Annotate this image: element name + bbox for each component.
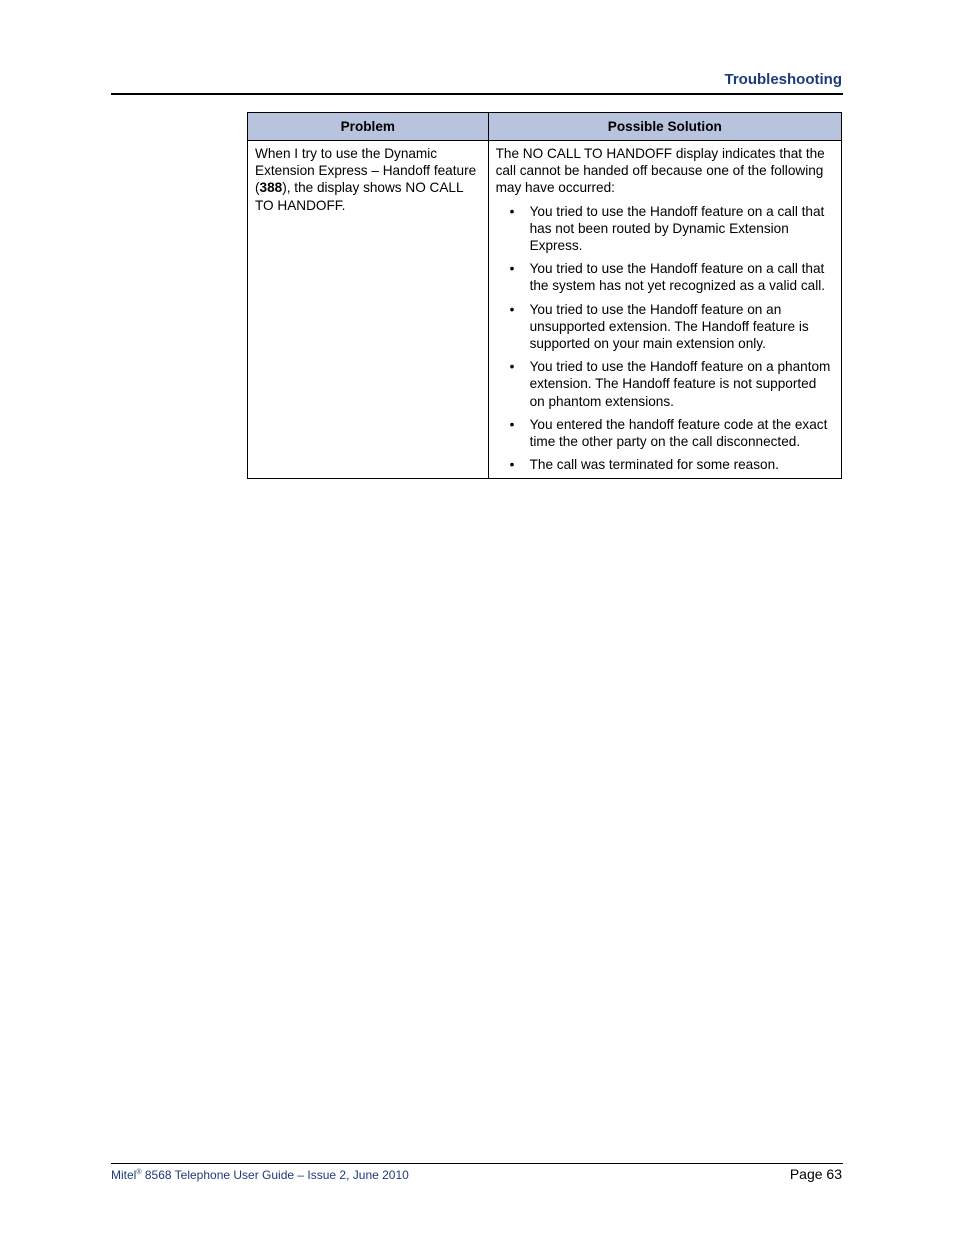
bullet-icon: • xyxy=(509,359,515,375)
section-title: Troubleshooting xyxy=(724,71,842,88)
list-item xyxy=(496,301,835,353)
registered-mark: ® xyxy=(136,1169,142,1176)
bullet-icon: • xyxy=(509,261,515,277)
header-divider xyxy=(111,93,843,95)
table-row xyxy=(248,141,842,479)
problem-cell xyxy=(248,141,489,479)
footer-divider xyxy=(111,1163,843,1164)
footer-guide-title xyxy=(111,1168,409,1182)
bullet-icon: • xyxy=(509,301,515,317)
list-item-text: The call was terminated for some reason. xyxy=(529,457,779,473)
list-item-text: You tried to use the Handoff feature on a phantom extension. The Handoff feature is not supported on phantom extensions. xyxy=(529,359,831,409)
list-item-text: You tried to use the Handoff feature on an unsupported extension. The Handoff feature is supported on your main extension only. xyxy=(529,301,809,352)
problem-text-end: ), the display shows NO CALL TO HANDOFF. xyxy=(255,180,464,213)
troubleshooting-table xyxy=(247,112,842,479)
feature-code: 388 xyxy=(259,180,283,196)
list-item xyxy=(496,358,835,410)
bullet-icon: • xyxy=(509,203,515,219)
table-header-row xyxy=(248,113,842,141)
list-item xyxy=(496,456,835,473)
list-item-text: You tried to use the Handoff feature on a call that has not been routed by Dynamic Extension Express. xyxy=(529,203,825,254)
list-item-text: You entered the handoff feature code at the exact time the other party on the call disconnected. xyxy=(529,416,828,450)
bullet-icon: • xyxy=(509,416,515,432)
list-item-text: You tried to use the Handoff feature on a call that the system has not yet recognized as a valid call. xyxy=(529,261,826,294)
bullet-icon: • xyxy=(509,457,515,473)
footer-brand: Mitel xyxy=(111,1168,137,1182)
problem-text-start: When I try to use the Dynamic Extension Express – Handoff feature ( xyxy=(255,146,477,196)
footer-guide-text: 8568 Telephone User Guide – Issue 2, June 2010 xyxy=(141,1168,409,1182)
column-header-problem: Problem xyxy=(248,113,489,141)
page-number: Page 63 xyxy=(789,1166,842,1182)
solution-list xyxy=(496,203,835,474)
list-item xyxy=(496,260,835,294)
column-header-solution: Possible Solution xyxy=(488,113,841,141)
solution-cell xyxy=(488,141,841,479)
list-item xyxy=(496,203,835,255)
solution-intro: The NO CALL TO HANDOFF display indicates that the call cannot be handed off because one of the following may have occurred: xyxy=(495,146,825,196)
list-item xyxy=(496,416,835,450)
